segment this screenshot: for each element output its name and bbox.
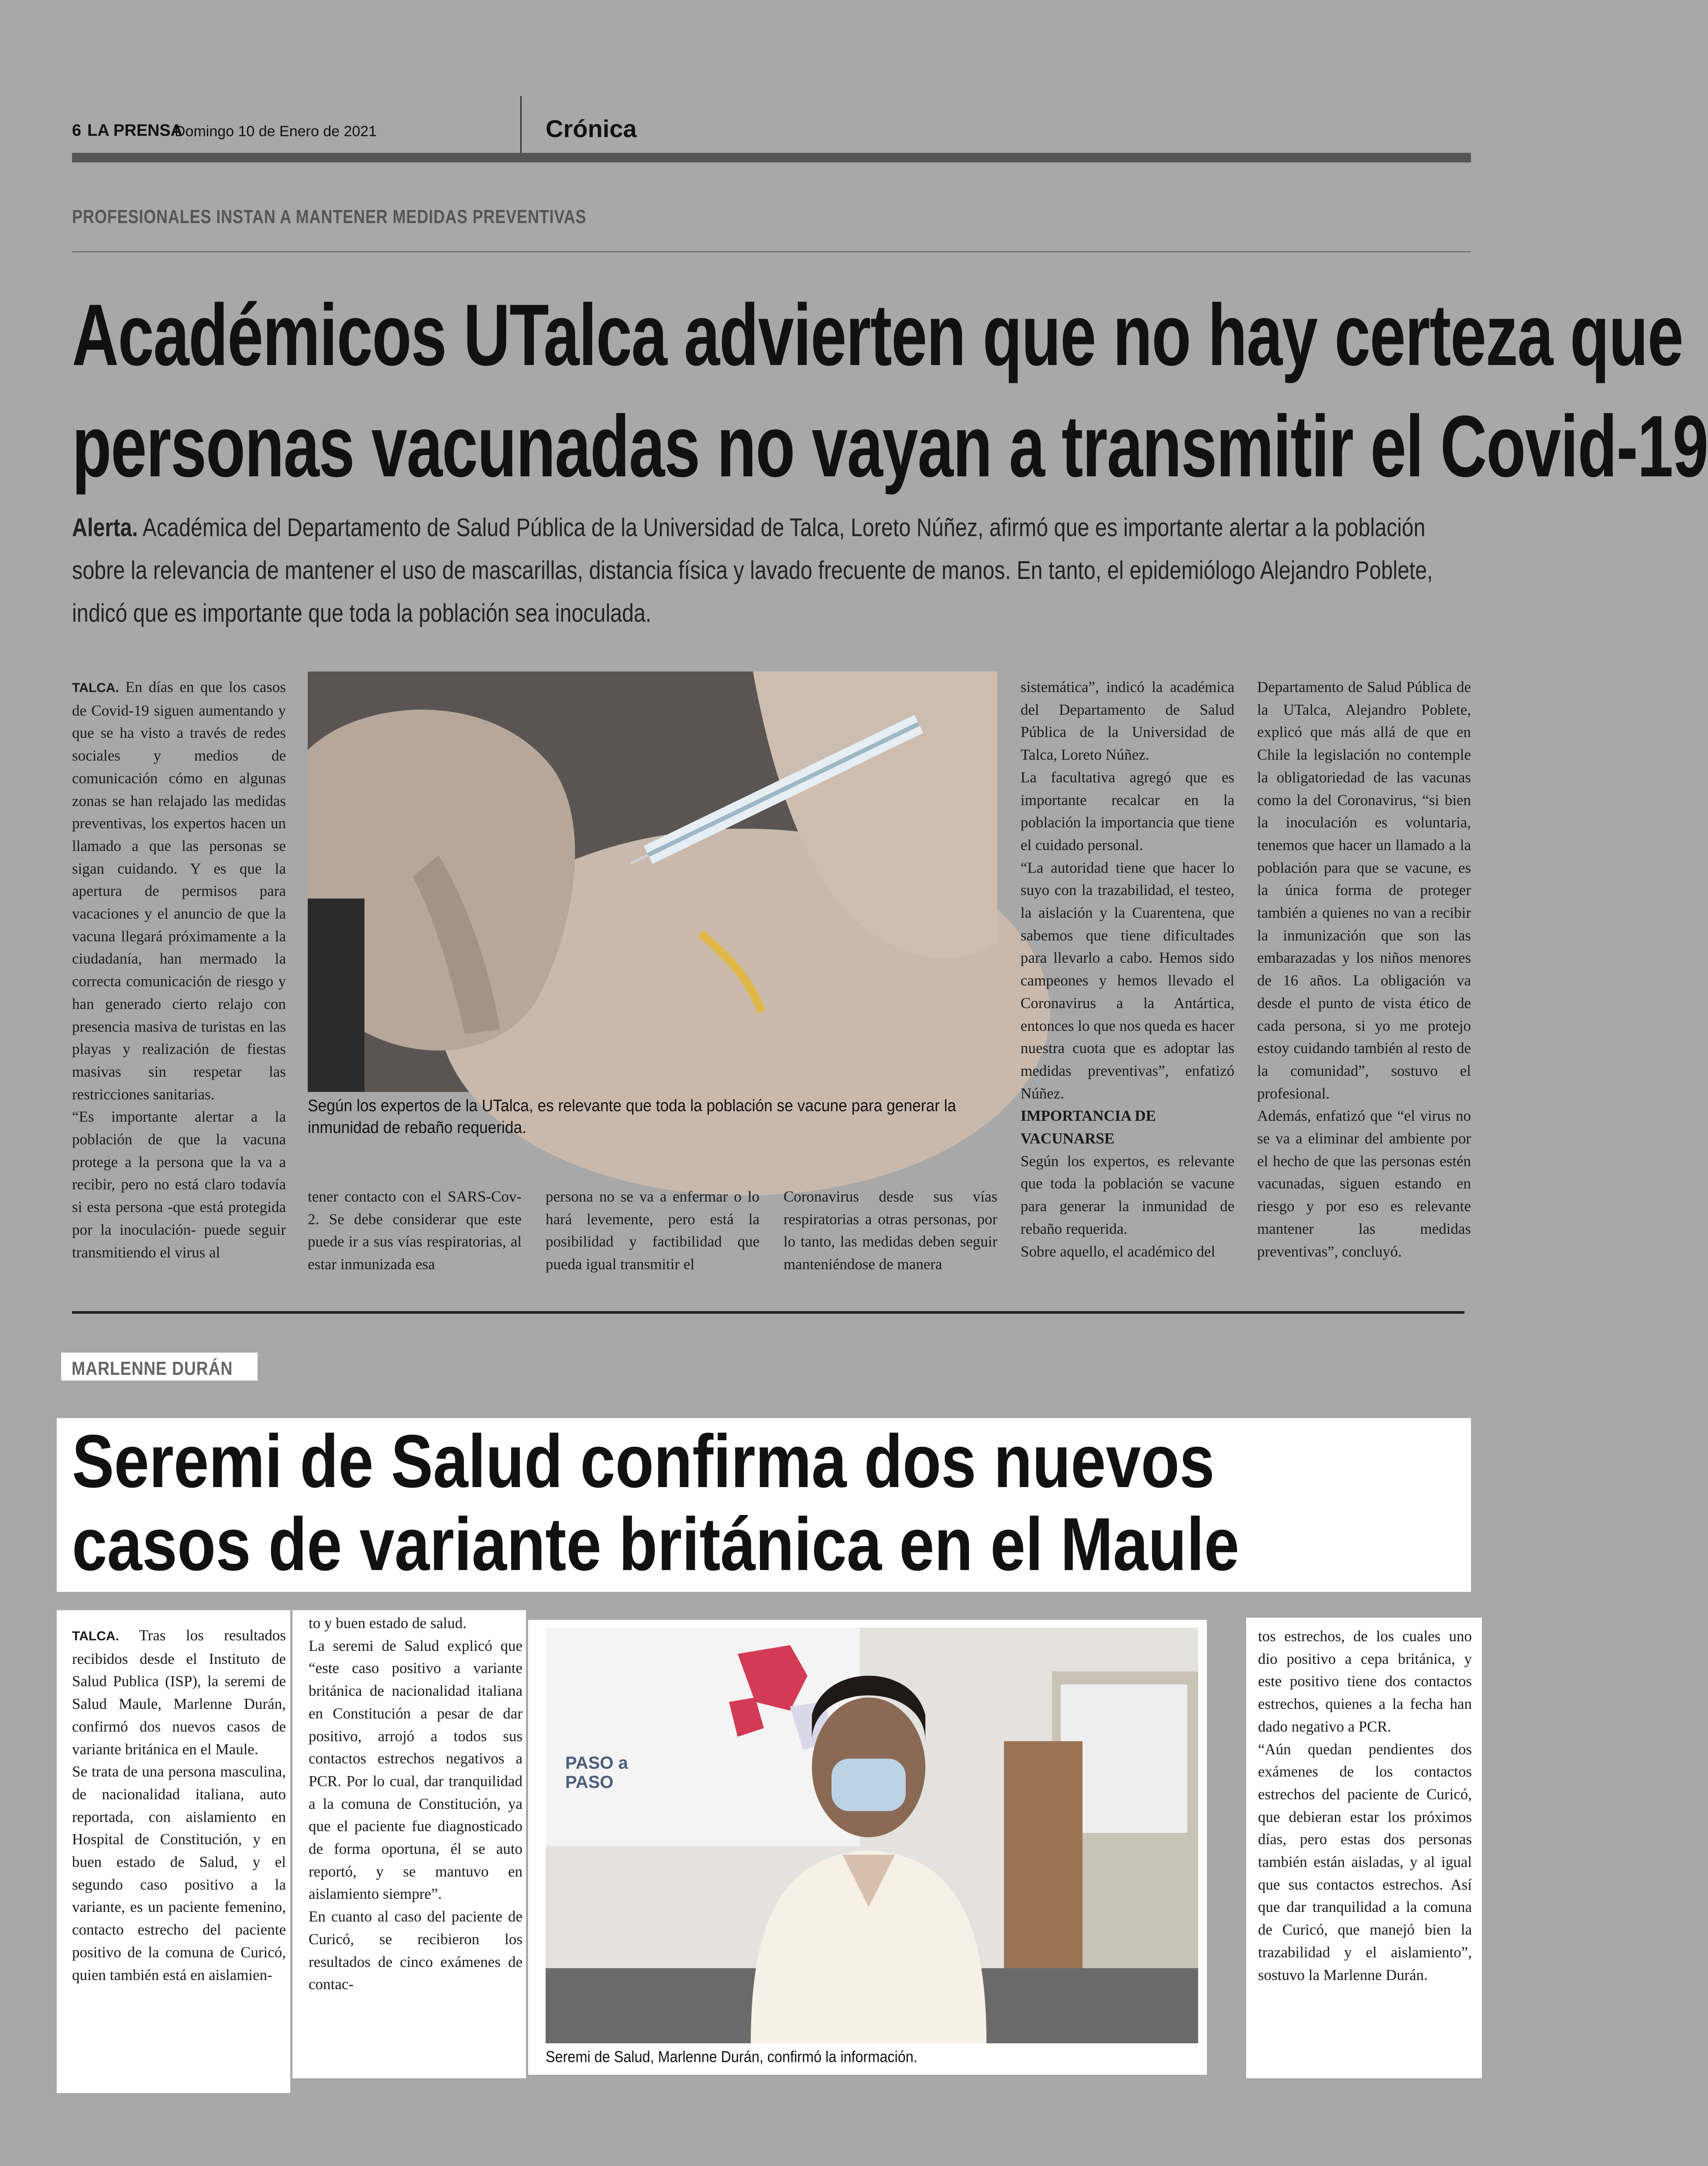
- article1-headline-line2: personas vacunadas no vayan a transmitir el Covid-19: [72, 398, 1708, 495]
- body-paragraph: tos estrechos, de los cuales uno dio positivo a cepa británica, y este positivo tiene dos contactos estrechos, quienes a la fecha han dado negativo a PCR.: [1258, 1628, 1472, 1735]
- header-rule: [72, 153, 1471, 162]
- seremi-photo-caption: Seremi de Salud, Marlenne Durán, confirmó la información.: [546, 2048, 918, 2066]
- publication-date: Domingo 10 de Enero de 2021: [175, 123, 377, 140]
- body-paragraph: persona no se va a enfermar o lo hará levemente, pero está la posibilidad y factibilidad que pueda igual transmitir el: [546, 1188, 759, 1273]
- article2-headline-line1: Seremi de Salud confirma dos nuevos: [72, 1419, 1215, 1503]
- article-separator: [72, 1311, 1464, 1314]
- article2-headline-line2: casos de variante británica en el Maule: [72, 1502, 1240, 1586]
- body-paragraph: to y buen estado de salud.: [309, 1615, 467, 1632]
- vaccination-photo: [308, 671, 997, 1092]
- body-paragraph: Se trata de una persona masculina, de nacionalidad italiana, auto reportada, con aislamiento en Hospital de Constitución, y en buen estado de Salud, y el segundo caso positivo a la variante, es un paciente femenino, contacto estrecho del paciente positivo de la comuna de Curicó, quien también está en aislamien-: [72, 1763, 286, 1983]
- publication-name: LA PRENSA: [87, 121, 183, 140]
- body-paragraph: Según los expertos, es relevante que toda la población se vacune para generar la inmunidad de rebaño requerida.: [1021, 1152, 1234, 1237]
- subheading: IMPORTANCIA DE VACUNARSE: [1021, 1107, 1156, 1147]
- article1-column-6: [1257, 676, 1471, 1263]
- byline-text: MARLENNE DURÁN: [72, 1358, 233, 1379]
- header-divider: [520, 96, 522, 153]
- seremi-photo: [546, 1628, 1198, 2043]
- body-paragraph: Departamento de Salud Pública de la UTalca, Alejandro Poblete, explicó que más allá de que en Chile la legislación no contemple la obligatoriedad de las vacunas como la del Coronavirus, “si bien la inoculación es voluntaria, tenemos que hacer un llamado a la población para que se vacune, es la única forma de proteger también a quienes no van a recibir la inmunización que son las embarazadas y los niños menores de 16 años. La obligación va desde el punto de vista ético de cada persona, si yo me protejo estoy cuidando también al resto de la comunidad”, sostuvo el profesional.: [1257, 678, 1471, 1102]
- article2-headline: [72, 1420, 1465, 1586]
- article2-byline: [61, 1353, 258, 1381]
- dateline-city: TALCA.: [72, 1629, 119, 1643]
- article1-headline: [72, 279, 1708, 502]
- paso-a-paso-sign: PASO a PASO: [565, 1753, 628, 1792]
- lead-label: Alerta.: [72, 513, 138, 542]
- page-number: 6: [72, 121, 82, 140]
- kicker-rule: [72, 251, 1471, 252]
- body-paragraph: sistemática”, indicó la académica del Departamento de Salud Pública de la Universidad de Talca, Loreto Núñez.: [1021, 678, 1234, 764]
- body-paragraph: Coronavirus desde sus vías respiratorias a otras personas, por lo tanto, las medidas deben seguir manteniéndose de manera: [784, 1188, 997, 1273]
- body-paragraph: “Aún quedan pendientes dos exámenes de los contactos estrechos del paciente de Curicó, que debieran estar los próximos días, pero estas dos personas también están aisladas, y al igual que sus contactos estrechos. Así que dar tranquilidad a la comuna de Curicó, que manejó bien la trazabilidad y el aislamiento”, sostuvo la Marlenne Durán.: [1258, 1740, 1472, 1983]
- article1-column-1: [72, 676, 286, 1264]
- article2-column-3: [1258, 1625, 1472, 1986]
- body-paragraph: tener contacto con el SARS-Cov-2. Se debe considerar que este puede ir a sus vías respiratorias, al estar inmunizada esa: [308, 1188, 522, 1273]
- dateline-city: TALCA.: [72, 681, 119, 695]
- body-paragraph: Sobre aquello, el académico del: [1021, 1243, 1216, 1260]
- body-paragraph: La seremi de Salud explicó que “este caso positivo a variante británica de nacionalidad italiana en Constitución a pesar de dar positivo, arrojó a todos sus contactos estrechos negativos a PCR. Por lo cual, dar tranquilidad a la comuna de Constitución, ya que el paciente fue diagnosticado de forma oportuna, él se auto reportó, y se mantuvo en aislamiento siempre”.: [309, 1637, 522, 1903]
- body-paragraph: En días en que los casos de Covid-19 siguen aumentando y que se ha visto a través de redes sociales y medios de comunicación cómo en algunas zonas se han relajado las medidas preventivas, los expertos hacen un llamado a que las personas se sigan cuidando. Y es que la apertura de permisos para vacaciones y el anuncio de que la vacuna llegará próximamente a la ciudadanía, han mermado la correcta comunicación de riesgo y han generado cierto relajo con presencia masiva de turistas en las playas y realización de fiestas masivas sin respetar las restricciones sanitarias.: [72, 678, 286, 1103]
- article1-lead: [72, 506, 1479, 635]
- body-paragraph: En cuanto al caso del paciente de Curicó, se recibieron los resultados de cinco exámenes de contac-: [309, 1908, 522, 1993]
- body-paragraph: “Es importante alertar a la población de que la vacuna protege a la persona que la va a recibir, pero no está claro todavía si esta persona -que está protegida por la inoculación- puede seguir transmitiendo el virus al: [72, 1108, 286, 1261]
- section-title: Crónica: [546, 115, 637, 142]
- article1-column-4: [784, 1185, 997, 1276]
- body-paragraph: Además, enfatizó que “el virus no se va a eliminar del ambiente por el hecho de que las personas estén vacunadas, siguen estando en riesgo y por eso es relevante mantener las medidas preventivas”, concluyó.: [1257, 1107, 1471, 1260]
- article1-headline-line1: Académicos UTalca advierten que no hay certeza que: [72, 286, 1683, 384]
- article1-kicker: PROFESIONALES INSTAN A MANTENER MEDIDAS PREVENTIVAS: [72, 206, 587, 227]
- article2-column-2: [309, 1612, 522, 1996]
- vaccination-photo-caption: Según los expertos de la UTalca, es relevante que toda la población se vacune para generar la inmunidad de rebaño requerida.: [308, 1097, 956, 1137]
- article1-column-5: [1021, 676, 1234, 1263]
- article1-column-2: [308, 1185, 522, 1276]
- lead-text: Académica del Departamento de Salud Pública de la Universidad de Talca, Loreto Núñez, afirmó que es importante alertar a la población sobre la relevancia de mantener el uso de mascarillas, distancia física y lavado frecuente de manos. En tanto, el epidemiólogo Alejandro Poblete, indicó que es importante que toda la población sea inoculada.: [72, 513, 1433, 627]
- article1-column-3: [546, 1185, 759, 1276]
- body-paragraph: La facultativa agregó que es importante recalcar en la población la importancia que tiene el cuidado personal.: [1021, 768, 1234, 854]
- body-paragraph: “La autoridad tiene que hacer lo suyo con la trazabilidad, el testeo, la aislación y la Cuarentena, que sabemos que tiene dificultades para llevarlo a cabo. Hemos sido campeones y hemos llevado el Coronavirus a la Antártica, entonces lo que nos queda es hacer nuestra cuota que es adoptar las medidas preventivas”, enfatizó Núñez.: [1021, 859, 1234, 1102]
- seremi-illustration: [546, 1628, 1198, 2043]
- vaccination-illustration: [308, 671, 997, 1092]
- body-paragraph: Tras los resultados recibidos desde el Instituto de Salud Publica (ISP), la seremi de Salud Maule, Marlenne Durán, confirmó dos nuevos casos de variante británica en el Maule.: [72, 1627, 286, 1758]
- article2-column-1: [72, 1624, 286, 1986]
